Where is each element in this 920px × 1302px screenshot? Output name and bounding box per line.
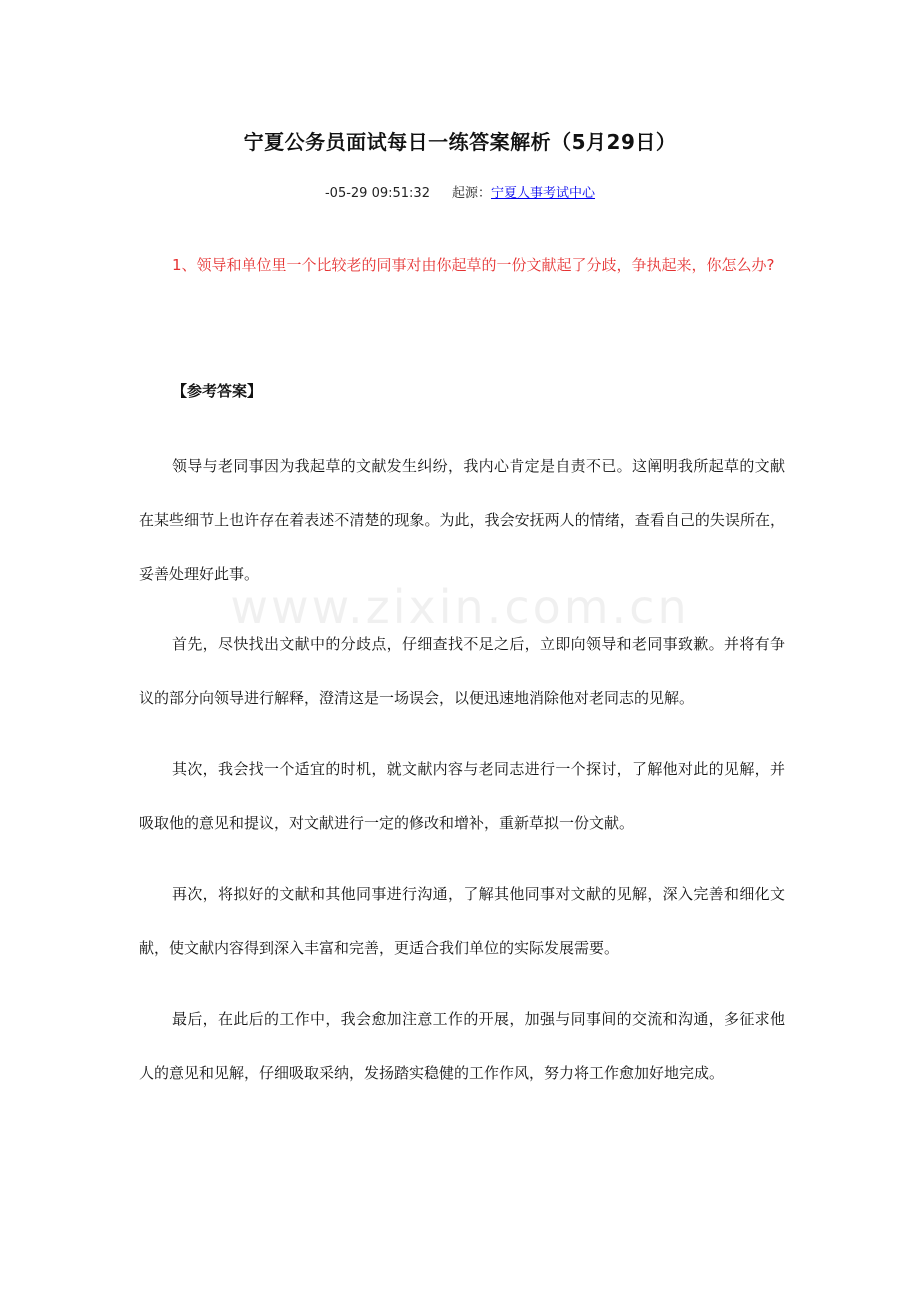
answer-paragraph: 首先，尽快找出文献中的分歧点，仔细查找不足之后，立即向领导和老同事致歉。并将有争议的部分向领导进行解释，澄清这是一场误会，以便迅速地消除他对老同志的见解。 — [139, 635, 785, 707]
answer-paragraph: 再次，将拟好的文献和其他同事进行沟通，了解其他同事对文献的见解，深入完善和细化文献，使文献内容得到深入丰富和完善，更适合我们单位的实际发展需要。 — [139, 885, 785, 957]
question-text: 1、领导和单位里一个比较老的同事对由你起草的一份文献起了分歧，争执起来，你怎么办? — [172, 256, 775, 274]
article-meta — [0, 182, 920, 201]
page-title: 宁夏公务员面试每日一练答案解析（5月29日） — [243, 130, 677, 154]
answer-paragraph: 其次，我会找一个适宜的时机，就文献内容与老同志进行一个探讨，了解他对此的见解，并吸取他的意见和提议，对文献进行一定的修改和增补，重新草拟一份文献。 — [139, 760, 785, 832]
answer-paragraph: 领导与老同事因为我起草的文献发生纠纷，我内心肯定是自责不已。这阐明我所起草的文献在某些细节上也许存在着表述不清楚的现象。为此，我会安抚两人的情绪，查看自己的失误所在，妥善处理好此事。 — [139, 457, 785, 583]
source-label: 起源： — [451, 186, 491, 201]
answer-paragraph: 最后，在此后的工作中，我会愈加注意工作的开展，加强与同事间的交流和沟通，多征求他人的意见和见解，仔细吸取采纳，发扬踏实稳健的工作作风，努力将工作愈加好地完成。 — [139, 1010, 785, 1082]
source-link[interactable]: 宁夏人事考试中心 — [490, 186, 595, 201]
watermark: www.zixin.com.cn — [230, 580, 690, 634]
answer-heading: 【参考答案】 — [172, 382, 263, 400]
publish-datetime: -05-29 09:51:32 — [324, 186, 430, 201]
